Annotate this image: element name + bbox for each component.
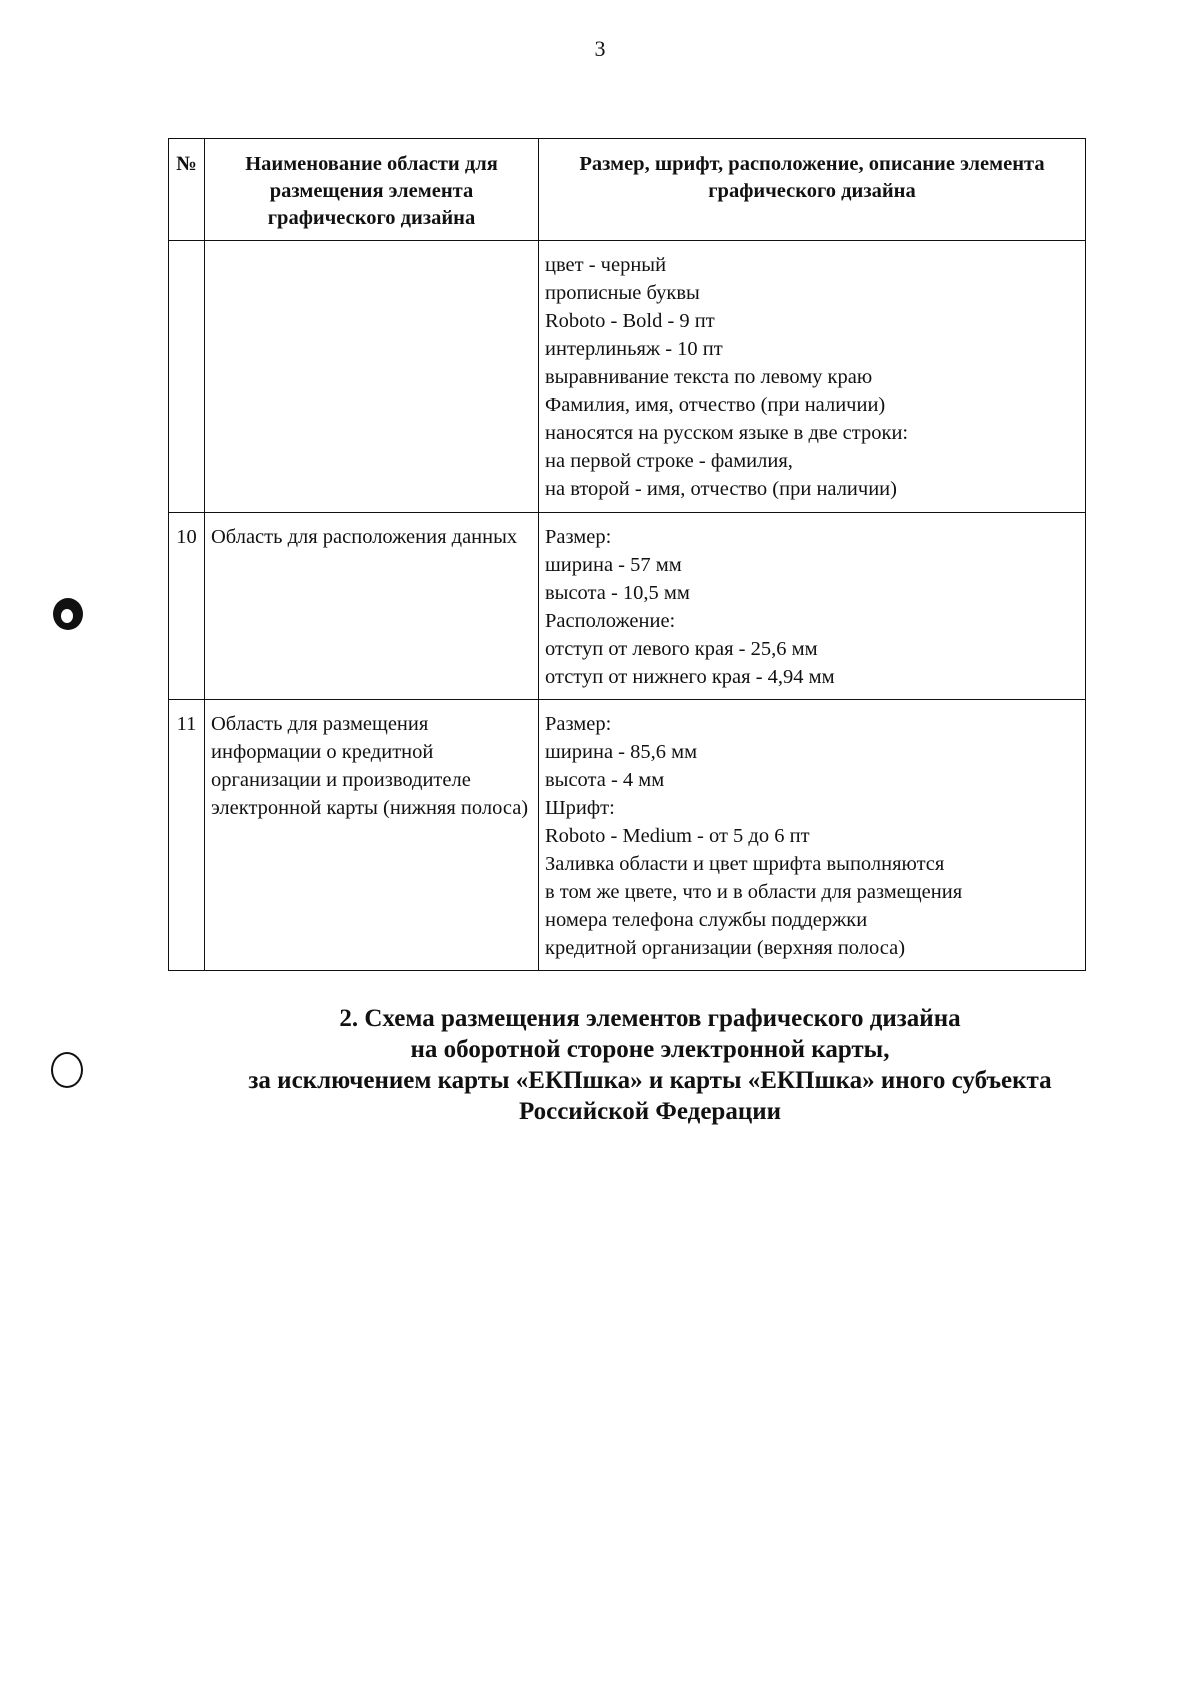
- spec-line: Шрифт:: [545, 797, 615, 819]
- table-header-row: [169, 139, 1086, 241]
- row-area-name: Область для расположения данных: [205, 513, 539, 700]
- header-number: №: [169, 139, 205, 241]
- spec-line: Roboto - Bold - 9 пт: [545, 310, 715, 332]
- spec-line: на первой строке - фамилия,: [545, 450, 793, 472]
- spec-line: Расположение:: [545, 610, 676, 632]
- section-heading-line: за исключением карты «ЕКПшка» и карты «ЕКПшка» иного субъекта: [248, 1067, 1052, 1094]
- spec-line: Фамилия, имя, отчество (при наличии): [545, 394, 886, 416]
- spec-line: Roboto - Medium - от 5 до 6 пт: [545, 825, 810, 847]
- table-row: [169, 513, 1086, 700]
- row-number: [169, 241, 205, 513]
- spec-line: Размер:: [545, 526, 612, 548]
- section-heading: [150, 1003, 1150, 1127]
- header-specification: Размер, шрифт, расположение, описание элемента графического дизайна: [539, 139, 1086, 241]
- spec-line: в том же цвете, что и в области для размещения: [545, 881, 963, 903]
- spec-line: ширина - 85,6 мм: [545, 741, 698, 763]
- page-number: 3: [594, 36, 606, 61]
- spec-line: отступ от левого края - 25,6 мм: [545, 638, 818, 660]
- row-area-name: Область для размещения информации о кредитной организации и производителе электронной карты (нижняя полоса): [205, 700, 539, 971]
- spec-line: наносятся на русском языке в две строки:: [545, 422, 909, 444]
- spec-line: высота - 10,5 мм: [545, 582, 690, 604]
- row-number: 11: [169, 700, 205, 971]
- row-specification: [539, 700, 1086, 971]
- spec-line: высота - 4 мм: [545, 769, 665, 791]
- spec-line: Размер:: [545, 713, 612, 735]
- punch-hole-filled-icon: [53, 598, 83, 630]
- row-number: 10: [169, 513, 205, 700]
- spec-line: Заливка области и цвет шрифта выполняются: [545, 853, 945, 875]
- section-heading-line: 2. Схема размещения элементов графического дизайна: [339, 1005, 961, 1032]
- table-row: [169, 700, 1086, 971]
- spec-line: ширина - 57 мм: [545, 554, 682, 576]
- row-area-name: [205, 241, 539, 513]
- section-heading-line: на оборотной стороне электронной карты,: [410, 1036, 890, 1063]
- spec-line: цвет - черный: [545, 254, 667, 276]
- spec-line: номера телефона службы поддержки: [545, 909, 868, 931]
- spec-line: интерлиньяж - 10 пт: [545, 338, 723, 360]
- spec-line: выравнивание текста по левому краю: [545, 366, 873, 388]
- punch-hole-outline-icon: [51, 1052, 83, 1088]
- spec-line: кредитной организации (верхняя полоса): [545, 937, 906, 959]
- table-row: [169, 241, 1086, 513]
- spec-line: прописные буквы: [545, 282, 700, 304]
- section-heading-line: Российской Федерации: [518, 1098, 782, 1125]
- header-area-name: Наименование области для размещения элемента графического дизайна: [205, 139, 539, 241]
- row-specification: [539, 513, 1086, 700]
- design-elements-table: [168, 138, 1086, 971]
- spec-line: на второй - имя, отчество (при наличии): [545, 478, 897, 500]
- spec-line: отступ от нижнего края - 4,94 мм: [545, 666, 835, 688]
- row-specification: [539, 241, 1086, 513]
